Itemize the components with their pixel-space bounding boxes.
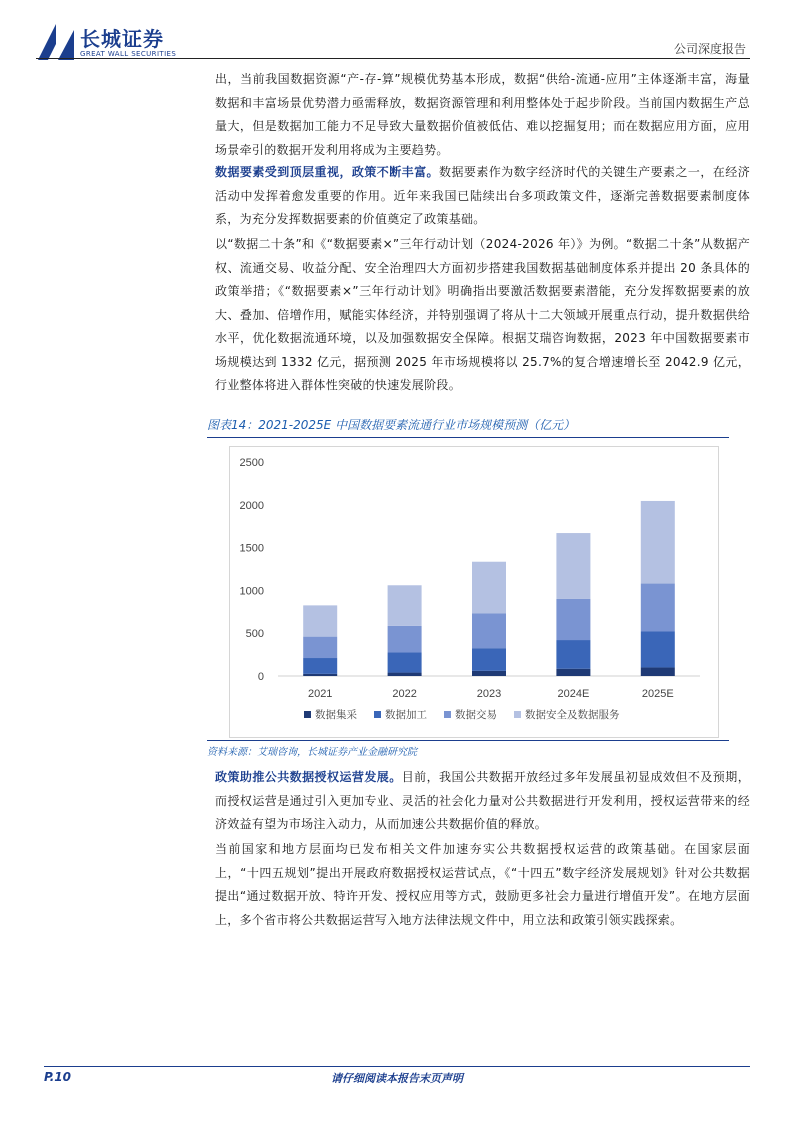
bar-segment [303,658,337,674]
report-type: 公司深度报告 [673,42,746,56]
paragraph-4-heading: 政策助推公共数据授权运营发展。 [215,770,402,784]
footer-disclaimer: 请仔细阅读本报告末页声明 [331,1072,463,1085]
bar-segment [556,533,590,599]
legend-label: 数据集采 [315,709,357,721]
x-tick-label: 2022 [392,688,417,700]
bar-segment [388,652,422,672]
bar-segment [388,585,422,626]
legend-swatch [514,711,521,718]
stacked-bar-chart [230,447,718,737]
bar-segment [641,667,675,676]
legend-swatch [374,711,381,718]
chart-container [229,446,719,738]
header-divider [36,58,750,59]
bar-segment [641,584,675,632]
legend-label: 数据安全及数据服务 [525,709,620,721]
x-tick-label: 2024E [557,688,590,700]
y-tick-label: 2500 [239,457,264,469]
logo-text-en: GREAT WALL SECURITIES [80,50,177,58]
bar-segment [388,673,422,676]
bar-segment [303,637,337,658]
logo-text-cn: 长城证券 [80,27,164,51]
y-tick-label: 1000 [239,585,264,598]
bar-segment [303,674,337,676]
y-tick-label: 2000 [239,499,264,512]
x-tick-label: 2021 [307,688,333,700]
bar-segment [472,671,506,676]
company-logo [36,22,236,62]
paragraph-1: 出，当前我国数据资源“产-存-算”规模优势基本形成，数据“供给-流通-应用”主体逐渐丰富，海量数据和丰富场景优势潜力亟需释放，数据资源管理和利用整体处于起步阶段。当前国内数据生产总量大，但是数据加工能力不足导致大量数据价值被低估、难以挖掘复用；而在数据应用方面，应用场景牵引的数据开发利用将成为主要趋势。 [215,72,750,157]
figure-title: 图表14：2021-2025E 中国数据要素流通行业市场规模预测（亿元） [207,418,576,432]
y-tick-label: 0 [257,671,264,683]
paragraph-2-body: 数据要素作为数字经济时代的关键生产要素之一，在经济活动中发挥着愈发重要的作用。近年来我国已陆续出台多项政策文件，逐渐完善数据要素制度体系，为充分发挥数据要素的价值奠定了政策基础。 [215,165,750,226]
bar-segment [641,631,675,667]
paragraph-5: 当前国家和地方层面均已发布相关文件加速夯实公共数据授权运营的政策基础。在国家层面上，“十四五规划”提出开展政府数据授权运营试点，《“十四五”数字经济发展规划》针对公共数据提出“通过数据开放、特许开发、授权应用等方式，鼓励更多社会力量进行增值开发”。在地方层面上，多个省市将公共数据运营写入地方法律法规文件中，用立法和政策引领实践探索。 [215,842,750,927]
legend-swatch [444,711,451,718]
paragraph-4 [215,766,750,837]
legend-label: 数据加工 [385,709,427,721]
x-tick-label: 2025E [641,688,674,700]
legend-swatch [304,711,311,718]
bar-segment [472,614,506,649]
figure-top-rule [207,437,729,438]
y-tick-label: 500 [245,628,264,641]
footer-divider [44,1066,750,1067]
paragraph-3: 以“数据二十条”和《“数据要素×”三年行动计划（2024-2026 年）》为例。“数据二十条”从数据产权、流通交易、收益分配、安全治理四大方面初步搭建我国数据基础制度体系并提出 20 条具体的政策举措；《“数据要素×”三年行动计划》明确指出要激活数据要素潜能，充分发挥数据要素的放大、叠加、倍增作用，赋能实体经济，并特别强调了将从十二大领域开展重点行动，提升数据供给水平，优化数据流通环境，以及加强数据安全保障。根据艾瑞咨询数据，2023 年中国数据要素市场规模达到 1332 亿元，据预测 2025 年市场规模将以 25.7%的复合增速增长至 2042.9 亿元，行业整体将进入群体性突破的快速发展阶段。 [215,237,750,392]
figure-bottom-rule [207,740,729,741]
bar-segment [641,501,675,584]
bar-segment [556,599,590,640]
paragraph-2 [215,161,750,232]
paragraph-4-body: 目前，我国公共数据开放经过多年发展虽初显成效但不及预期，而授权运营是通过引入更加专业、灵活的社会化力量对公共数据进行开发利用，授权运营带来的经济效益有望为市场注入动力，从而加速公共数据价值的释放。 [215,770,750,831]
bar-segment [303,605,337,636]
x-tick-label: 2023 [476,688,502,700]
legend-label: 数据交易 [455,709,497,721]
bar-segment [472,648,506,671]
bar-segment [472,562,506,614]
y-tick-label: 1500 [239,542,264,555]
bar-segment [556,669,590,676]
bar-segment [556,640,590,669]
great-wall-logo-icon [36,22,76,62]
figure-source: 资料来源：艾瑞咨询，长城证券产业金融研究院 [207,747,417,758]
bar-segment [388,626,422,653]
paragraph-2-heading: 数据要素受到顶层重视，政策不断丰富。 [215,165,440,179]
page-number: P.10 [44,1070,71,1084]
